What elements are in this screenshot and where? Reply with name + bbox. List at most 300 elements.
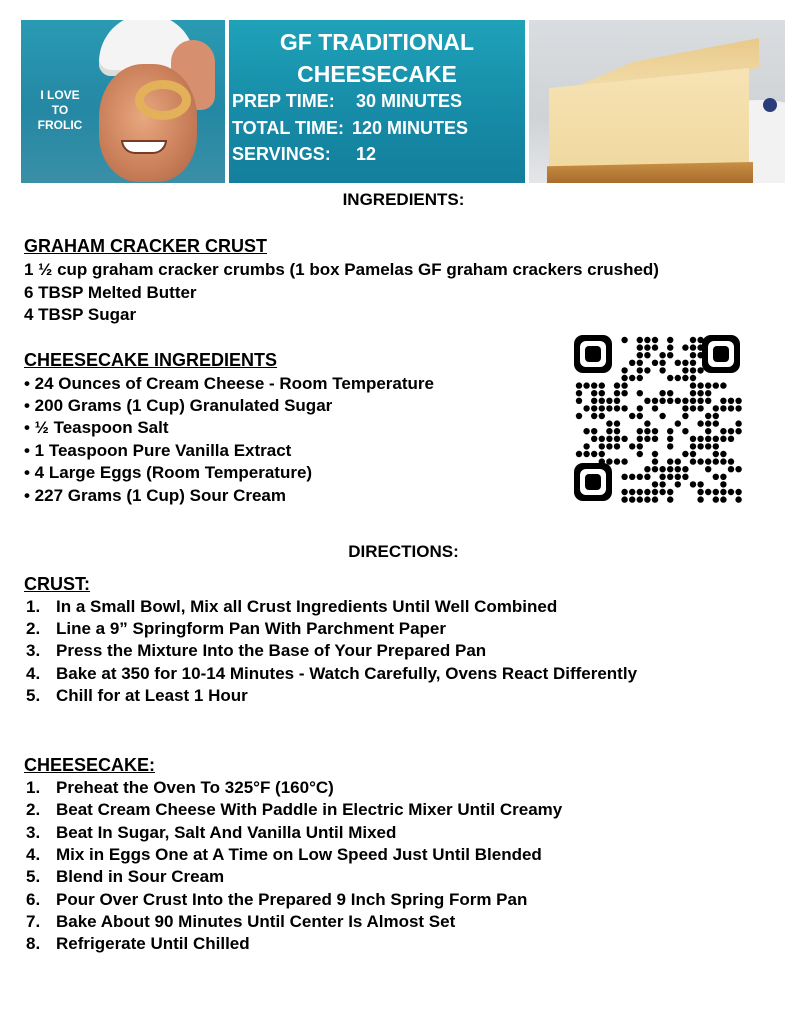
qr-dot <box>690 337 696 343</box>
qr-dot <box>644 337 650 343</box>
qr-dot <box>705 420 711 426</box>
qr-dot <box>682 428 688 434</box>
qr-dot <box>621 382 627 388</box>
qr-dot <box>690 481 696 487</box>
qr-dot <box>599 405 605 411</box>
qr-dot <box>637 375 643 381</box>
qr-dot <box>591 413 597 419</box>
qr-dot <box>599 458 605 464</box>
crust-step <box>26 686 248 706</box>
qr-dot <box>637 428 643 434</box>
qr-dot <box>652 458 658 464</box>
qr-dot <box>576 398 582 404</box>
qr-dot <box>637 367 643 373</box>
qr-dot <box>720 428 726 434</box>
qr-dot <box>652 466 658 472</box>
qr-dot <box>667 352 673 358</box>
qr-dot <box>720 489 726 495</box>
qr-dot <box>720 436 726 442</box>
qr-dot <box>591 390 597 396</box>
qr-dot <box>675 458 681 464</box>
qr-dot <box>705 466 711 472</box>
qr-dot <box>713 382 719 388</box>
love-to-frolic-text <box>31 88 89 133</box>
qr-dot <box>713 489 719 495</box>
qr-dot <box>713 451 719 457</box>
qr-dot <box>659 413 665 419</box>
cheesecake-step <box>26 778 334 798</box>
qr-dot <box>697 458 703 464</box>
qr-dot <box>728 436 734 442</box>
total-time-label: TOTAL TIME: <box>232 118 344 138</box>
qr-dot <box>659 390 665 396</box>
qr-dot <box>659 474 665 480</box>
qr-dot <box>637 474 643 480</box>
qr-dot <box>682 413 688 419</box>
qr-dot <box>652 436 658 442</box>
crust-directions-title: CRUST: <box>24 574 90 594</box>
qr-dot <box>621 489 627 495</box>
qr-dot <box>682 466 688 472</box>
qr-dot <box>606 398 612 404</box>
qr-dot <box>644 420 650 426</box>
step-text: Line a 9” Springform Pan With Parchment Paper <box>56 619 446 638</box>
qr-dot <box>697 436 703 442</box>
qr-dot <box>637 443 643 449</box>
qr-dot <box>728 466 734 472</box>
qr-dot <box>629 413 635 419</box>
step-number: 2. <box>26 619 41 638</box>
prep-time-value: 30 MINUTES <box>356 91 463 111</box>
qr-dot <box>583 451 589 457</box>
qr-dot <box>735 398 741 404</box>
qr-dot <box>728 489 734 495</box>
qr-dot <box>629 489 635 495</box>
qr-dot <box>720 451 726 457</box>
qr-dot <box>606 436 612 442</box>
qr-dot <box>675 398 681 404</box>
qr-dot <box>614 398 620 404</box>
qr-dot <box>621 375 627 381</box>
cheesecake-step <box>26 823 396 843</box>
cheesecake-ingredient-item: • ½ Teaspoon Salt <box>24 418 169 437</box>
qr-dot <box>713 443 719 449</box>
qr-dot <box>599 451 605 457</box>
step-text: Chill for at Least 1 Hour <box>56 686 248 705</box>
qr-dot <box>675 474 681 480</box>
qr-dot <box>599 443 605 449</box>
qr-dot <box>614 458 620 464</box>
qr-dot <box>591 405 597 411</box>
qr-dot <box>659 466 665 472</box>
qr-dot <box>621 405 627 411</box>
qr-dot <box>690 352 696 358</box>
qr-dot <box>720 481 726 487</box>
qr-dot <box>652 344 658 350</box>
qr-dot <box>705 413 711 419</box>
qr-dot <box>728 428 734 434</box>
qr-dot <box>606 458 612 464</box>
crust-step <box>26 641 486 661</box>
qr-dot <box>675 420 681 426</box>
step-text: Refrigerate Until Chilled <box>56 934 250 953</box>
qr-dot <box>591 398 597 404</box>
step-number: 1. <box>26 778 41 797</box>
qr-dot <box>591 428 597 434</box>
servings-row <box>232 144 377 165</box>
qr-dot <box>591 382 597 388</box>
qr-dot <box>713 420 719 426</box>
cheesecake-step <box>26 934 250 954</box>
servings-label: SERVINGS: <box>232 144 331 164</box>
qr-dot <box>720 458 726 464</box>
qr-dot <box>576 451 582 457</box>
qr-dot <box>667 375 673 381</box>
qr-dot <box>720 474 726 480</box>
qr-dot <box>606 428 612 434</box>
qr-dot <box>576 382 582 388</box>
qr-dot <box>713 458 719 464</box>
qr-dot <box>652 451 658 457</box>
qr-dot <box>690 382 696 388</box>
qr-dot <box>614 436 620 442</box>
qr-dot <box>682 405 688 411</box>
qr-dot <box>637 436 643 442</box>
qr-dot <box>614 405 620 411</box>
qr-dot <box>644 352 650 358</box>
qr-dot <box>583 428 589 434</box>
qr-dot <box>682 367 688 373</box>
qr-dot <box>667 466 673 472</box>
qr-dot <box>697 390 703 396</box>
qr-dot <box>659 489 665 495</box>
qr-dot <box>637 337 643 343</box>
qr-dot <box>591 436 597 442</box>
step-number: 7. <box>26 912 41 931</box>
qr-dot <box>720 496 726 502</box>
qr-dot <box>583 443 589 449</box>
qr-dot <box>667 398 673 404</box>
step-number: 4. <box>26 664 41 683</box>
qr-dot <box>675 466 681 472</box>
qr-dot <box>697 337 703 343</box>
step-text: Beat Cream Cheese With Paddle in Electric Mixer Until Creamy <box>56 800 563 819</box>
qr-dot <box>644 344 650 350</box>
qr-dot <box>629 375 635 381</box>
qr-dot <box>682 360 688 366</box>
qr-dot <box>690 405 696 411</box>
qr-dot <box>705 489 711 495</box>
crust-ingredient-item: 6 TBSP Melted Butter <box>24 283 197 302</box>
qr-dot <box>659 367 665 373</box>
qr-dot <box>690 443 696 449</box>
step-number: 6. <box>26 890 41 909</box>
step-text: Pour Over Crust Into the Prepared 9 Inch Spring Form Pan <box>56 890 528 909</box>
love-text-line: TO <box>51 103 69 117</box>
love-text-line: I LOVE <box>40 88 80 102</box>
step-text: Blend in Sour Cream <box>56 867 225 886</box>
qr-dot <box>682 451 688 457</box>
qr-dot <box>629 360 635 366</box>
qr-dot <box>705 398 711 404</box>
qr-dot <box>705 428 711 434</box>
qr-dot <box>728 458 734 464</box>
cheesecake-ingredient-item: • 1 Teaspoon Pure Vanilla Extract <box>24 441 292 460</box>
cheesecake-ingredient-item: • 200 Grams (1 Cup) Granulated Sugar <box>24 396 333 415</box>
qr-dot <box>576 413 582 419</box>
cheesecake-directions-title: CHEESECAKE: <box>24 755 156 775</box>
step-text: Bake at 350 for 10-14 Minutes - Watch Carefully, Ovens React Differently <box>56 664 638 683</box>
qr-dot <box>599 398 605 404</box>
qr-dot <box>629 496 635 502</box>
qr-dot <box>621 367 627 373</box>
title-panel <box>229 20 525 183</box>
qr-dot <box>652 428 658 434</box>
blueberry-shape <box>763 98 777 112</box>
qr-dot <box>652 405 658 411</box>
qr-dot <box>614 428 620 434</box>
qr-dot <box>644 428 650 434</box>
qr-dot <box>675 360 681 366</box>
recipe-banner <box>21 20 785 183</box>
qr-dot <box>682 344 688 350</box>
qr-dot <box>705 436 711 442</box>
qr-dot <box>637 489 643 495</box>
donut-shape <box>135 80 191 120</box>
cheesecake-step <box>26 912 455 932</box>
prep-time-row <box>232 91 463 112</box>
smile-shape <box>121 140 167 154</box>
qr-dot <box>599 413 605 419</box>
qr-dot <box>697 382 703 388</box>
servings-value: 12 <box>356 144 377 164</box>
qr-dot <box>637 344 643 350</box>
qr-dot <box>667 443 673 449</box>
qr-dot <box>697 496 703 502</box>
qr-dot <box>652 481 658 487</box>
cheesecake-ingredient-item: • 227 Grams (1 Cup) Sour Cream <box>24 486 286 505</box>
qr-dot <box>690 375 696 381</box>
qr-dot <box>652 337 658 343</box>
qr-dot <box>705 390 711 396</box>
qr-dot <box>705 443 711 449</box>
qr-dot <box>621 337 627 343</box>
qr-dot <box>614 443 620 449</box>
qr-dot <box>682 375 688 381</box>
step-text: Press the Mixture Into the Base of Your Prepared Pan <box>56 641 487 660</box>
step-number: 2. <box>26 800 41 819</box>
qr-dot <box>735 466 741 472</box>
crust-ingredients-title: GRAHAM CRACKER CRUST <box>24 236 267 256</box>
qr-dot <box>697 398 703 404</box>
total-time-value: 120 MINUTES <box>352 118 469 138</box>
cheesecake-photo <box>529 20 785 183</box>
qr-dot <box>690 451 696 457</box>
qr-dot <box>667 428 673 434</box>
qr-dot <box>713 436 719 442</box>
qr-dot <box>621 458 627 464</box>
qr-dot <box>735 428 741 434</box>
qr-dot <box>735 405 741 411</box>
qr-dot <box>713 474 719 480</box>
cheesecake-step <box>26 867 224 887</box>
qr-dot <box>697 420 703 426</box>
qr-dot <box>720 398 726 404</box>
qr-dot <box>690 390 696 396</box>
qr-dot <box>667 496 673 502</box>
qr-dot <box>637 413 643 419</box>
qr-dot <box>637 390 643 396</box>
qr-dot <box>690 436 696 442</box>
qr-dot <box>652 489 658 495</box>
qr-dot <box>667 337 673 343</box>
qr-dot <box>644 496 650 502</box>
total-time-row <box>232 118 469 139</box>
crust-step <box>26 597 557 617</box>
qr-dot <box>644 466 650 472</box>
qr-dot <box>637 405 643 411</box>
qr-dot <box>606 405 612 411</box>
directions-heading: DIRECTIONS: <box>348 542 459 561</box>
qr-dot <box>659 481 665 487</box>
qr-dot <box>637 360 643 366</box>
qr-dot <box>697 443 703 449</box>
step-number: 4. <box>26 845 41 864</box>
qr-dot <box>621 496 627 502</box>
qr-dot <box>583 405 589 411</box>
qr-dot <box>659 398 665 404</box>
qr-dot <box>720 405 726 411</box>
qr-dot <box>697 352 703 358</box>
qr-dot <box>599 382 605 388</box>
crust-step <box>26 619 446 639</box>
qr-dot <box>644 474 650 480</box>
qr-dot <box>697 489 703 495</box>
qr-dot <box>652 496 658 502</box>
qr-dot <box>705 382 711 388</box>
cheesecake-ingredient-item: • 24 Ounces of Cream Cheese - Room Temperature <box>24 374 434 393</box>
step-number: 3. <box>26 641 41 660</box>
ingredients-heading: INGREDIENTS: <box>342 190 465 209</box>
qr-dot <box>637 352 643 358</box>
cheesecake-step <box>26 800 562 820</box>
qr-dot <box>606 420 612 426</box>
qr-dot <box>728 398 734 404</box>
qr-dot <box>659 352 665 358</box>
qr-dot <box>690 344 696 350</box>
recipe-title <box>229 26 525 90</box>
step-text: Bake About 90 Minutes Until Center Is Almost Set <box>56 912 456 931</box>
qr-dot <box>599 390 605 396</box>
qr-dot <box>583 382 589 388</box>
qr-dot <box>667 436 673 442</box>
qr-dot <box>705 458 711 464</box>
qr-dot <box>690 398 696 404</box>
qr-dot <box>697 344 703 350</box>
qr-dot <box>621 436 627 442</box>
qr-dot <box>735 489 741 495</box>
qr-dot <box>667 390 673 396</box>
step-number: 5. <box>26 686 41 705</box>
qr-dot <box>697 405 703 411</box>
qr-dot <box>682 398 688 404</box>
qr-dot <box>629 474 635 480</box>
qr-dot <box>690 458 696 464</box>
qr-dot <box>690 367 696 373</box>
cheesecake-ingredients-title: CHEESECAKE INGREDIENTS <box>24 350 278 370</box>
qr-dot <box>644 398 650 404</box>
qr-dot <box>621 390 627 396</box>
qr-dot <box>735 420 741 426</box>
cheesecake-step <box>26 890 527 910</box>
cheesecake-ingredient-item: • 4 Large Eggs (Room Temperature) <box>24 463 313 482</box>
qr-dot <box>735 496 741 502</box>
qr-dot <box>614 420 620 426</box>
qr-dot <box>652 398 658 404</box>
qr-dot <box>697 367 703 373</box>
qr-dot <box>644 436 650 442</box>
qr-dot <box>637 451 643 457</box>
step-number: 3. <box>26 823 41 842</box>
qr-dot <box>697 481 703 487</box>
qr-dot <box>614 390 620 396</box>
qr-dot <box>599 436 605 442</box>
chef-photo <box>21 20 225 183</box>
qr-dot <box>667 458 673 464</box>
qr-dot <box>667 474 673 480</box>
step-number: 1. <box>26 597 41 616</box>
qr-dot <box>644 367 650 373</box>
qr-dot <box>728 405 734 411</box>
crust-step <box>26 664 637 684</box>
love-text-line: FROLIC <box>37 118 83 132</box>
qr-dot <box>682 474 688 480</box>
qr-dot <box>713 405 719 411</box>
qr-dot <box>576 390 582 396</box>
qr-dot <box>637 496 643 502</box>
crust-ingredient-item: 1 ½ cup graham cracker crumbs (1 box Pamelas GF graham crackers crushed) <box>24 260 659 279</box>
step-text: Preheat the Oven To 325°F (160°C) <box>56 778 334 797</box>
qr-dot <box>659 360 665 366</box>
qr-dot <box>591 451 597 457</box>
step-number: 5. <box>26 867 41 886</box>
qr-dot <box>629 443 635 449</box>
qr-dot <box>667 489 673 495</box>
qr-dot <box>621 474 627 480</box>
step-text: Mix in Eggs One at A Time on Low Speed Just Until Blended <box>56 845 542 864</box>
qr-dot <box>690 360 696 366</box>
qr-dot <box>675 375 681 381</box>
qr-dot <box>720 382 726 388</box>
qr-dot <box>713 496 719 502</box>
qr-dot <box>652 360 658 366</box>
qr-dot <box>644 489 650 495</box>
prep-time-label: PREP TIME: <box>232 91 335 111</box>
step-text: Beat In Sugar, Salt And Vanilla Until Mixed <box>56 823 397 842</box>
title-line: CHEESECAKE <box>297 61 457 87</box>
qr-dot <box>713 413 719 419</box>
title-line: GF TRADITIONAL <box>279 29 475 55</box>
cheesecake-step <box>26 845 542 865</box>
qr-dot <box>675 481 681 487</box>
qr-dot <box>606 443 612 449</box>
qr-code-icon[interactable] <box>572 333 742 503</box>
step-number: 8. <box>26 934 41 953</box>
step-text: In a Small Bowl, Mix all Crust Ingredients Until Well Combined <box>56 597 558 616</box>
crust-ingredient-item: 4 TBSP Sugar <box>24 305 137 324</box>
qr-dot <box>614 382 620 388</box>
qr-dot <box>667 344 673 350</box>
